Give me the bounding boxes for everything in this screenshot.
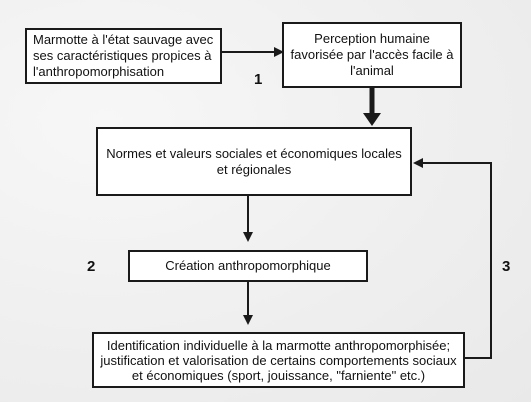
node-marmotte-text: Marmotte à l'état sauvage avec ses caractéristiques propices à l'anthropomorphisation: [33, 32, 214, 79]
node-perception-text: Perception humaine favorisée par l'accès facile à l'animal: [290, 31, 454, 78]
node-marmotte-sauvage: [25, 28, 222, 84]
node-normes-text: Normes et valeurs sociales et économiques locales et régionales: [106, 145, 402, 177]
node-creation-text: Création anthropomorphique: [165, 258, 331, 273]
arrow-feedback-loop: [415, 163, 491, 358]
node-identification-text: Identification individuelle à la marmotte anthropomorphisée; justification et valorisation de certains comportements sociaux et économiques (sport, jouissance, "farniente" etc.): [100, 337, 457, 383]
node-normes-valeurs: [96, 127, 412, 196]
arrowhead-perception-to-normes: [363, 113, 381, 126]
node-perception-humaine: [282, 22, 462, 88]
node-identification-individuelle: [92, 332, 465, 388]
label-number-1: 1: [254, 71, 263, 88]
label-number-3: 3: [502, 258, 511, 275]
node-creation-anthropomorphique: [128, 250, 368, 282]
label-number-2: 2: [87, 258, 96, 275]
